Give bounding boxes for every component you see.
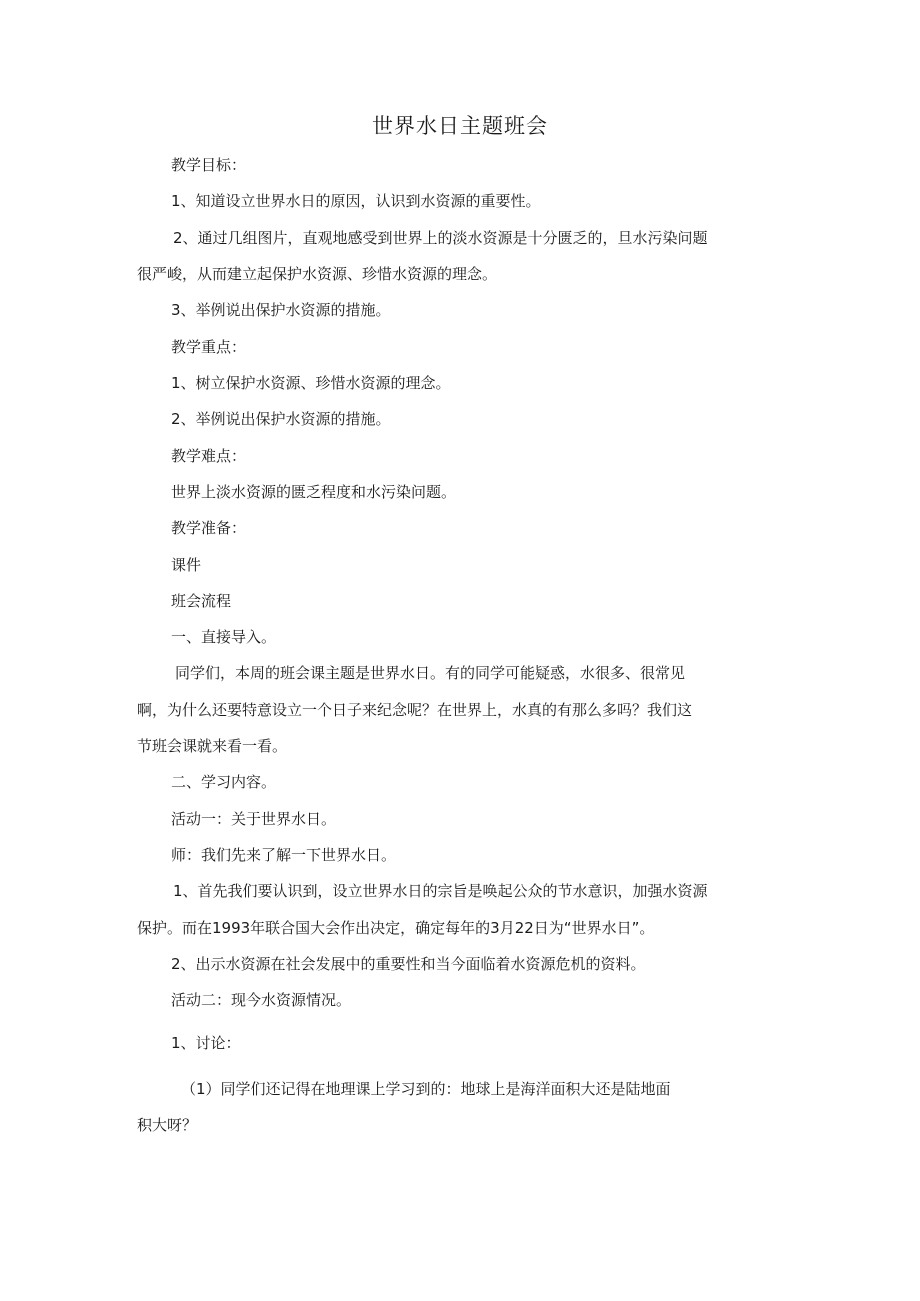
key-point-item-2: 2、举例说出保护水资源的措施。 (171, 410, 391, 428)
procedure-step-1-heading: 一、直接导入。 (171, 628, 277, 646)
intro-paragraph-line-1: 同学们，本周的班会课主题是世界水日。有的同学可能疑惑，水很多、很常见 (175, 664, 686, 682)
section-heading-procedure: 班会流程 (171, 592, 232, 610)
intro-paragraph-line-3: 节班会课就来看一看。 (137, 737, 288, 755)
document-title: 世界水日主题班会 (372, 114, 548, 138)
procedure-step-2-heading: 二、学习内容。 (171, 773, 277, 791)
teacher-line: 师：我们先来了解一下世界水日。 (171, 846, 397, 864)
section-heading-key-points: 教学重点： (171, 338, 247, 356)
objective-item-3: 3、举例说出保护水资源的措施。 (171, 301, 391, 319)
preparation-text: 课件 (171, 556, 202, 574)
intro-paragraph-line-2: 啊，为什么还要特意设立一个日子来纪念呢？在世界上，水真的有那么多吗？我们这 (137, 701, 693, 719)
section-heading-objectives: 教学目标： (171, 156, 247, 174)
objective-item-2: 2、通过几组图片，直观地感受到世界上的淡水资源是十分匮乏的，旦水污染问题 (173, 229, 708, 247)
objective-item-2-continued: 很严峻，从而建立起保护水资源、珍惜水资源的理念。 (137, 265, 498, 283)
activity-1-item-1: 1、首先我们要认识到，设立世界水日的宗旨是唤起公众的节水意识，加强水资源 (173, 882, 708, 900)
activity-1-item-1-continued: 保护。而在1993年联合国大会作出决定，确定每年的3月22日为“世界水日”。 (137, 919, 655, 937)
section-heading-preparation: 教学准备： (171, 519, 247, 537)
key-point-item-1: 1、树立保护水资源、珍惜水资源的理念。 (171, 374, 451, 392)
difficulty-text: 世界上淡水资源的匮乏程度和水污染问题。 (171, 483, 457, 501)
activity-2-heading: 活动二：现今水资源情况。 (171, 991, 352, 1009)
discussion-heading: 1、讨论： (171, 1034, 241, 1052)
objective-item-1: 1、知道设立世界水日的原因，认识到水资源的重要性。 (171, 192, 541, 210)
activity-1-heading: 活动一：关于世界水日。 (171, 810, 337, 828)
discussion-question-1: （1）同学们还记得在地理课上学习到的：地球上是海洋面积大还是陆地面 (181, 1080, 671, 1098)
activity-1-item-2: 2、出示水资源在社会发展中的重要性和当今面临着水资源危机的资料。 (171, 955, 646, 973)
section-heading-difficulties: 教学难点： (171, 447, 247, 465)
discussion-question-1-continued: 积大呀？ (137, 1116, 198, 1134)
